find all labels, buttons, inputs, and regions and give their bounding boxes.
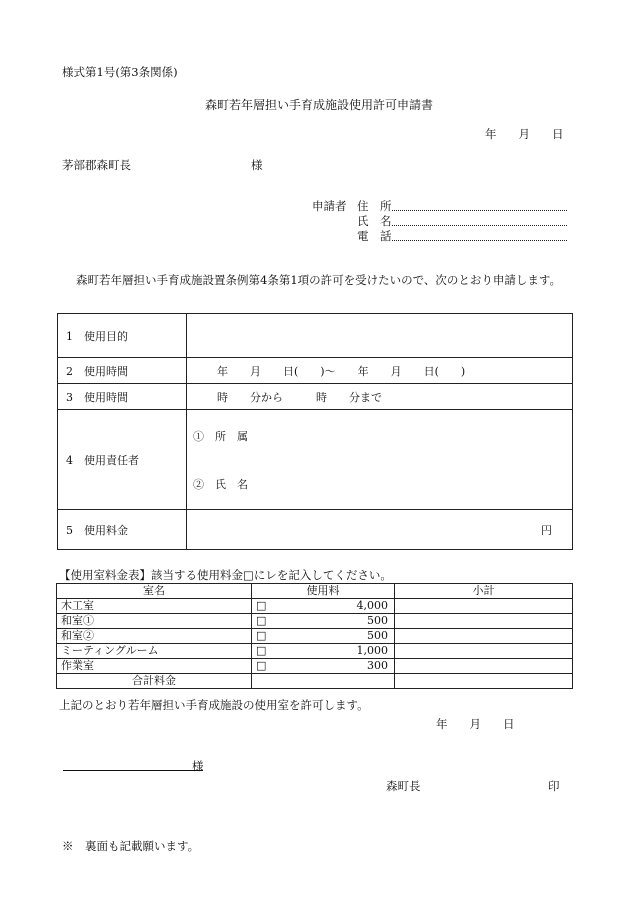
- total-row: [57, 674, 573, 689]
- yen-unit: 円: [541, 523, 552, 537]
- time-label: 3 使用時間: [58, 384, 187, 410]
- checkbox[interactable]: □: [256, 614, 267, 627]
- date-field[interactable]: 年 月 日( )～ 年 月 日( ): [187, 358, 573, 384]
- room-fee: 500: [367, 614, 388, 627]
- applicant-address-field[interactable]: [392, 198, 567, 211]
- application-table: [57, 313, 573, 550]
- fee-table: [56, 583, 573, 689]
- fee-label: 5 使用料金: [58, 510, 187, 550]
- room-fee: 300: [367, 659, 388, 672]
- person-field[interactable]: [187, 410, 573, 510]
- form-title: 森町若年層担い手育成施設使用許可申請書: [205, 98, 434, 112]
- applicant-phone-label: 電 話: [357, 229, 392, 243]
- room-fee: 1,000: [356, 644, 388, 657]
- person-affiliation: ① 所 属: [193, 429, 248, 443]
- permit-date: 年 月 日: [436, 717, 515, 731]
- table-row: [57, 629, 573, 644]
- checkbox[interactable]: □: [256, 659, 267, 672]
- table-row: [57, 599, 573, 614]
- purpose-label: 1 使用目的: [58, 314, 187, 358]
- room-fee: 500: [367, 629, 388, 642]
- total-subtotal-cell[interactable]: [395, 674, 573, 689]
- checkbox[interactable]: □: [256, 629, 267, 642]
- purpose-field[interactable]: [187, 314, 573, 358]
- room-name: ミーティングルーム: [57, 644, 252, 659]
- checkbox[interactable]: □: [256, 644, 267, 657]
- room-name: 作業室: [57, 659, 252, 674]
- subtotal-cell[interactable]: [395, 629, 573, 644]
- subtotal-cell[interactable]: [395, 599, 573, 614]
- time-field[interactable]: 時 分から 時 分まで: [187, 384, 573, 410]
- total-fee-cell[interactable]: [252, 674, 395, 689]
- applicant-name-field[interactable]: [392, 213, 567, 226]
- room-fee: 4,000: [356, 599, 388, 612]
- checkbox[interactable]: □: [256, 599, 267, 612]
- addressee-name: 茅部郡森町長: [62, 158, 131, 172]
- statement: 森町若年層担い手育成施設置条例第4条第1項の許可を受けたいので、次のとおり申請します。: [76, 273, 561, 287]
- total-label: 合計料金: [57, 674, 252, 689]
- permit-text: 上記のとおり若年層担い手育成施設の使用室を許可します。: [59, 698, 369, 712]
- seal-mark: 印: [548, 779, 560, 793]
- date-label: 2 使用時間: [58, 358, 187, 384]
- applicant-label: 申請者: [312, 199, 347, 213]
- fee-field[interactable]: [187, 510, 573, 550]
- room-name: 和室②: [57, 629, 252, 644]
- room-name: 木工室: [57, 599, 252, 614]
- subtotal-cell[interactable]: [395, 644, 573, 659]
- applicant-address-label: 住 所: [357, 199, 392, 213]
- subtotal-cell[interactable]: [395, 659, 573, 674]
- fee-table-caption: 【使用室料金表】該当する使用料金□にレを記入してください。: [59, 568, 392, 582]
- permit-sama: 様: [192, 759, 204, 773]
- table-row: [57, 614, 573, 629]
- permit-signature-line: [63, 770, 203, 771]
- addressee-sama: 様: [251, 158, 263, 172]
- subtotal-cell[interactable]: [395, 614, 573, 629]
- header-room: 室名: [57, 584, 252, 599]
- person-name: ② 氏 名: [193, 477, 248, 491]
- header-date: 年 月 日: [485, 127, 564, 141]
- header-fee: 使用料: [252, 584, 395, 599]
- person-label: 4 使用責任者: [58, 410, 187, 510]
- header-subtotal: 小計: [395, 584, 573, 599]
- table-row: [57, 644, 573, 659]
- mayor-label: 森町長: [386, 779, 421, 793]
- form-number: 様式第1号(第3条関係): [62, 65, 178, 79]
- back-note: ※ 裏面も記載願います。: [62, 839, 200, 853]
- applicant-name-label: 氏 名: [357, 214, 392, 228]
- room-name: 和室①: [57, 614, 252, 629]
- table-row: [57, 659, 573, 674]
- applicant-phone-field[interactable]: [392, 228, 567, 241]
